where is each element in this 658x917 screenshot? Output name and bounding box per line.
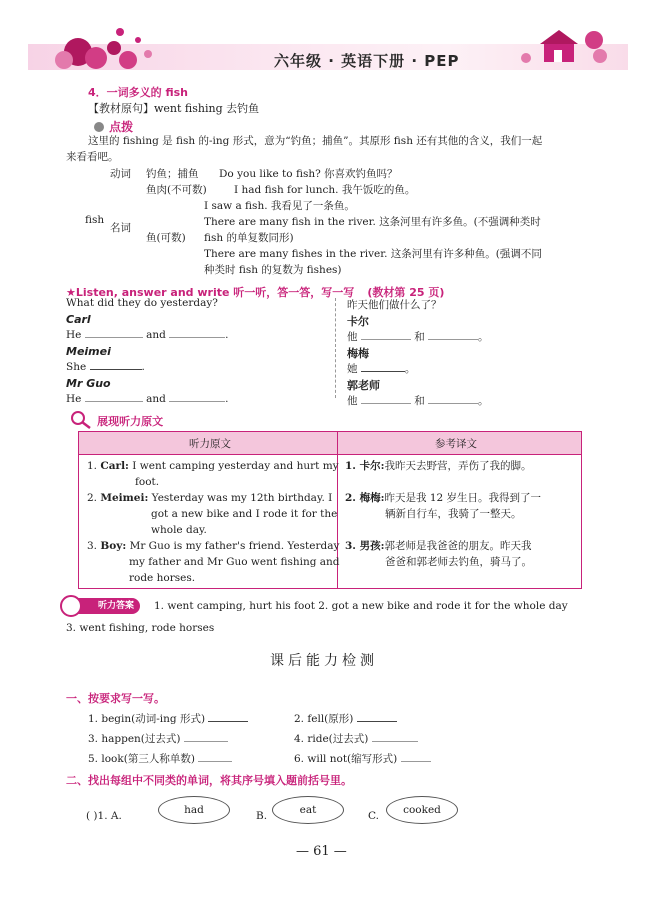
page-number: — 61 — — [296, 844, 347, 859]
row-text: 我昨天去野营，弄伤了我的脚。 — [384, 460, 532, 472]
row-translation-cont: 辆新自行车，我骑了一整天。 — [385, 508, 522, 520]
row-text-cont: foot. — [135, 476, 160, 488]
row-text: 郭老师是我爸爸的朋友。昨天我 — [384, 540, 532, 552]
item-prompt: 3. happen(过去式) — [88, 733, 181, 745]
row-translation-cont: 爸爸和郭老师去钓鱼，骑马了。 — [385, 556, 532, 568]
table-row — [87, 458, 339, 474]
exercise-item — [88, 751, 232, 766]
answer-blank[interactable] — [357, 721, 397, 722]
source-text: went fishing 去钓鱼 — [154, 102, 260, 115]
table-header — [79, 432, 581, 455]
person-name-cn: 梅梅 — [347, 347, 369, 360]
answer-blank[interactable] — [198, 761, 232, 762]
noun-count-ex2b: fish 的单复数同形) — [204, 232, 294, 244]
listening-page-ref: (教材第 25 页) — [367, 286, 445, 299]
answer-prefix: 他 — [347, 331, 358, 343]
source-line — [88, 100, 259, 116]
person-line-en — [66, 361, 145, 373]
item-prompt: 5. look(第三人称单数) — [88, 753, 195, 765]
row-text: Yesterday was my 12th birthday. I — [151, 492, 333, 504]
row-speaker: 1. 卡尔: — [345, 460, 385, 472]
row-speaker: Carl: — [100, 460, 129, 472]
row-speaker: 3. 男孩: — [345, 540, 385, 552]
person-name-cn: 郭老师 — [347, 379, 380, 392]
verb-label: 动词 — [110, 168, 131, 180]
tip-text-1: 这里的 fishing 是 fish 的-ing 形式，意为“钓鱼；捕鱼”。其原形 fish 还有其他的含义，我们一起 — [88, 135, 543, 147]
listening-heading: ★Listen, answer and write 听一听，答一答，写一写 — [66, 286, 355, 299]
row-text-cont: got a new bike and I rode it for the — [151, 508, 338, 520]
row-speaker: Meimei: — [100, 492, 149, 504]
answer-blank[interactable] — [428, 339, 478, 340]
noun-count-ex3b: 种类时 fish 的复数为 fishes) — [204, 264, 342, 276]
exercise-title: 课后能力检测 — [270, 653, 378, 669]
noun-label: 名词 — [110, 222, 131, 234]
word-option-c: cooked — [386, 796, 458, 824]
row-translation — [345, 538, 532, 554]
option-c-label: C. — [368, 810, 379, 822]
table-row — [87, 490, 332, 506]
answer-prefix: 她 — [347, 363, 358, 375]
answer-blank[interactable] — [90, 369, 142, 370]
exercise-item — [294, 731, 418, 746]
row-number: 3. — [87, 540, 98, 552]
noun-count-ex2a: There are many fish in the river. 这条河里有许多鱼。(不强调种类时 — [204, 216, 541, 228]
row-speaker: 2. 梅梅: — [345, 492, 385, 504]
answer-blank[interactable] — [169, 337, 225, 338]
answer-period: 。 — [478, 331, 489, 343]
header-title: 六年级 · 英语下册 · PEP — [274, 52, 460, 70]
answer-prefix: She — [66, 361, 87, 373]
part2-heading: 二、找出每组中不同类的单词，将其序号填入题前括号里。 — [66, 774, 352, 787]
answer-and: and — [146, 329, 166, 341]
row-text-cont: whole day. — [151, 524, 207, 536]
item-prompt: 6. will not(缩写形式) — [294, 753, 398, 765]
question-cn: 昨天他们做什么了？ — [347, 299, 442, 311]
answer-period: . — [141, 361, 145, 373]
transcript-heading: 展现听力原文 — [97, 415, 164, 428]
transcript-table — [78, 431, 582, 589]
noun-uncount-example: I had fish for lunch. 我午饭吃的鱼。 — [234, 184, 416, 196]
answer-blank[interactable] — [361, 339, 411, 340]
answer-blank[interactable] — [361, 403, 411, 404]
row-number: 2. — [87, 492, 98, 504]
answer-period: 。 — [478, 395, 489, 407]
tip-icon — [94, 122, 104, 132]
answer-blank[interactable] — [85, 401, 143, 402]
column-divider — [335, 298, 336, 398]
person-line-cn — [347, 393, 489, 408]
person-name-en: Carl — [66, 313, 91, 326]
answer-and: 和 — [414, 395, 425, 407]
verb-example: Do you like to fish? 你喜欢钓鱼吗？ — [219, 168, 398, 180]
answer-blank[interactable] — [372, 741, 418, 742]
page-header — [28, 20, 628, 78]
row-text: 昨天是我 12 岁生日。我得到了一 — [384, 492, 542, 504]
house-decoration-icon — [508, 22, 618, 74]
person-name-en: Meimei — [66, 345, 111, 358]
person-line-cn — [347, 361, 415, 376]
item-prompt: 2. fell(原形) — [294, 713, 354, 725]
row-translation — [345, 490, 541, 506]
question-en: What did they do yesterday? — [66, 297, 218, 309]
item-prompt: 4. ride(过去式) — [294, 733, 369, 745]
answer-blank[interactable] — [428, 403, 478, 404]
word-option-a: had — [158, 796, 230, 824]
person-name-en: Mr Guo — [66, 377, 111, 390]
transcript-heading-row — [70, 410, 163, 430]
q1-bracket[interactable]: ( )1. A. — [86, 810, 122, 822]
fish-word: fish — [85, 214, 105, 226]
noun-count-meaning: 鱼(可数) — [146, 232, 186, 244]
source-label: 【教材原句】 — [88, 102, 154, 115]
flower-decoration-icon — [48, 24, 158, 76]
magnifier-icon — [70, 410, 92, 430]
verb-meaning: 钓鱼；捕鱼 — [146, 168, 199, 180]
noun-count-ex3a: There are many fishes in the river. 这条河里有许多种鱼。(强调不同 — [204, 248, 542, 260]
answer-period: . — [225, 393, 229, 405]
row-number: 1. — [87, 460, 98, 472]
answer-period: 。 — [404, 363, 416, 375]
answer-blank[interactable] — [401, 761, 431, 762]
person-line-en — [66, 393, 229, 405]
option-b-label: B. — [256, 810, 268, 822]
answer-blank[interactable] — [184, 741, 228, 742]
person-line-cn — [347, 329, 489, 344]
answer-blank[interactable] — [85, 337, 143, 338]
answers-line1: 1. went camping, hurt his foot 2. got a new bike and rode it for the whole day — [154, 600, 568, 612]
noun-uncount-meaning: 鱼肉(不可数) — [146, 184, 207, 196]
answer-blank[interactable] — [169, 401, 225, 402]
row-text: Mr Guo is my father's friend. Yesterday — [129, 540, 340, 552]
person-name-cn: 卡尔 — [347, 315, 369, 328]
row-text: I went camping yesterday and hurt my — [132, 460, 339, 472]
answer-and: 和 — [414, 331, 425, 343]
answer-and: and — [146, 393, 166, 405]
exercise-item — [88, 711, 248, 726]
exercise-item — [294, 751, 431, 766]
exercise-item — [294, 711, 397, 726]
table-row — [87, 538, 339, 554]
item-prompt: 1. begin(动词-ing 形式) — [88, 713, 206, 725]
answer-blank[interactable] — [208, 721, 248, 722]
answers-line2: 3. went fishing, rode horses — [66, 622, 215, 634]
answers-badge: 听力答案 — [64, 598, 140, 614]
tip-text-2: 来看看吧。 — [66, 151, 119, 163]
col-header-translation: 参考译文 — [435, 438, 477, 450]
person-line-en — [66, 329, 229, 341]
tip-label: 点拨 — [109, 120, 134, 134]
col-header-original: 听力原文 — [189, 438, 231, 450]
row-speaker: Boy: — [100, 540, 127, 552]
part1-heading: 一、按要求写一写。 — [66, 692, 165, 705]
answer-prefix: He — [66, 329, 82, 341]
noun-count-ex1: I saw a fish. 我看见了一条鱼。 — [204, 200, 355, 212]
exercise-item — [88, 731, 228, 746]
row-text-cont: my father and Mr Guo went fishing and — [129, 556, 340, 568]
row-text-cont: rode horses. — [129, 572, 196, 584]
headphone-icon — [60, 595, 82, 617]
answer-prefix: He — [66, 393, 82, 405]
answer-prefix: 他 — [347, 395, 358, 407]
row-translation — [345, 458, 532, 474]
section4-heading: 4．一词多义的 fish — [88, 86, 189, 99]
answer-blank[interactable] — [361, 371, 405, 372]
answer-period: . — [225, 329, 229, 341]
word-option-b: eat — [272, 796, 344, 824]
